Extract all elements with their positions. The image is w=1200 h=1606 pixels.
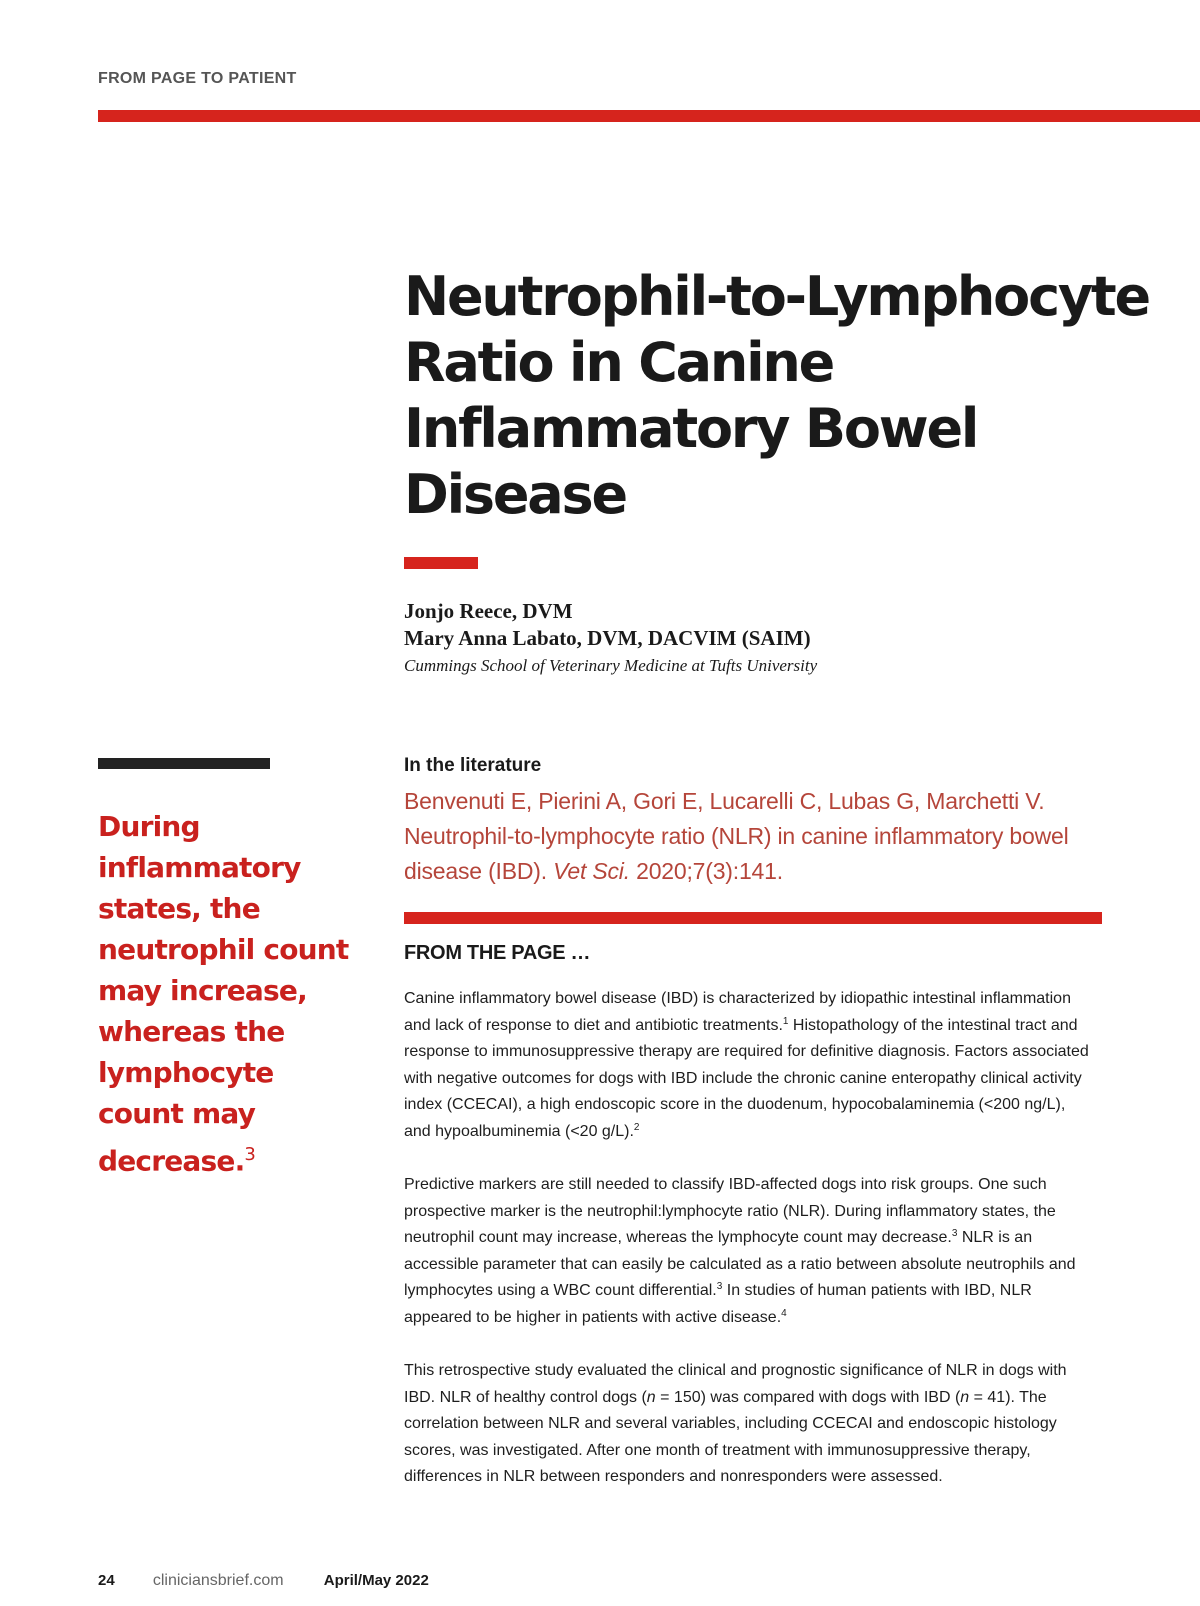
body-text-run: Predictive markers are still needed to classify IBD-affected dogs into risk groups. One such prospective marker is the neutrophil:lymphocyte ratio (NLR). During inflammatory states, the neutrophil count may increase, whereas the lymphocyte count may decrease. bbox=[404, 1176, 1056, 1246]
body-paragraph bbox=[404, 1358, 1094, 1491]
pull-quote-reference: 3 bbox=[244, 1144, 256, 1165]
sample-size-symbol: n bbox=[646, 1388, 656, 1406]
reference-marker: 4 bbox=[781, 1307, 787, 1319]
body-paragraph bbox=[404, 986, 1094, 1145]
citation-volume: 2020;7(3):141. bbox=[629, 858, 783, 884]
author-affiliation: Cummings School of Veterinary Medicine at Tufts University bbox=[404, 656, 818, 675]
author-name: Jonjo Reece, DVM bbox=[404, 599, 573, 623]
reference-marker: 3 bbox=[951, 1228, 958, 1239]
article-title bbox=[404, 264, 1164, 528]
body-text-run: Canine inflammatory bowel disease (IBD) is characterized by idiopathic intestinal inflammation and lack of response to diet and antibiotic treatments. bbox=[404, 990, 1071, 1034]
section-label: FROM PAGE TO PATIENT bbox=[98, 70, 297, 87]
section-divider-rule bbox=[404, 912, 1102, 924]
page-footer bbox=[98, 1572, 429, 1590]
title-line: Neutrophil-to-Lymphocyte bbox=[404, 265, 1149, 328]
pull-quote-text: During inflammatory states, the neutrophil count may increase, whereas the lymphocyte count may decrease. bbox=[98, 810, 349, 1178]
body-text-run: NLR is an accessible parameter that can easily be calculated as a ratio between absolute neutrophils and lymphocytes using a WBC count differential. bbox=[404, 1229, 1076, 1299]
author-block bbox=[404, 598, 817, 679]
author-name: Mary Anna Labato, DVM, DACVIM (SAIM) bbox=[404, 626, 811, 650]
pull-quote-rule bbox=[98, 758, 270, 769]
citation-journal: Vet Sci. bbox=[553, 858, 630, 884]
article-body bbox=[404, 986, 1094, 1518]
footer-issue: April/May 2022 bbox=[323, 1572, 429, 1589]
reference-marker: 2 bbox=[633, 1121, 640, 1133]
body-text-run: = 150) was compared with dogs with IBD ( bbox=[655, 1388, 961, 1406]
body-text-run: Histopathology of the intestinal tract and response to immunosuppressive therapy are required for definitive diagnosis. Factors associated with negative outcomes for dogs with IBD include the chronic canine enteropathy clinical activity index (CCECAI), a high endoscopic score in the duodenum, hypocobalaminemia (<200 ng/L), and hypoalbuminemia (<20 g/L). bbox=[404, 1016, 1089, 1140]
body-text-run: In studies of human patients with IBD, NLR appeared to be higher in patients with active disease. bbox=[404, 1282, 1032, 1326]
body-text-run: This retrospective study evaluated the clinical and prognostic significance of NLR in dogs with IBD. NLR of healthy control dogs ( bbox=[404, 1362, 1067, 1406]
from-the-page-heading: FROM THE PAGE … bbox=[404, 942, 591, 964]
title-accent-rule bbox=[404, 557, 478, 569]
footer-site: cliniciansbrief.com bbox=[152, 1572, 284, 1589]
sample-size-symbol: n bbox=[960, 1388, 970, 1406]
body-text-run: = 41). The correlation between NLR and several variables, including CCECAI and endoscopic histology scores, was investigated. After one month of treatment with immunosuppressive therapy, differences in NLR between responders and nonresponders were assessed. bbox=[404, 1388, 1057, 1485]
reference-marker: 1 bbox=[782, 1015, 789, 1027]
title-line: Inflammatory Bowel bbox=[404, 397, 978, 460]
literature-heading: In the literature bbox=[404, 755, 542, 776]
citation-authors-title: Benvenuti E, Pierini A, Gori E, Lucarelli C, Lubas G, Marchetti V. Neutrophil-to-lymphocyte ratio (NLR) in canine inflammatory bowel disease (IBD). bbox=[404, 788, 1069, 884]
pull-quote bbox=[98, 806, 366, 1181]
title-line: Disease bbox=[404, 463, 626, 526]
body-paragraph bbox=[404, 1172, 1094, 1331]
title-line: Ratio in Canine bbox=[404, 331, 834, 394]
literature-citation bbox=[404, 784, 1084, 889]
page-number: 24 bbox=[98, 1572, 115, 1589]
reference-marker: 3 bbox=[716, 1281, 723, 1292]
top-rule bbox=[98, 110, 1200, 122]
